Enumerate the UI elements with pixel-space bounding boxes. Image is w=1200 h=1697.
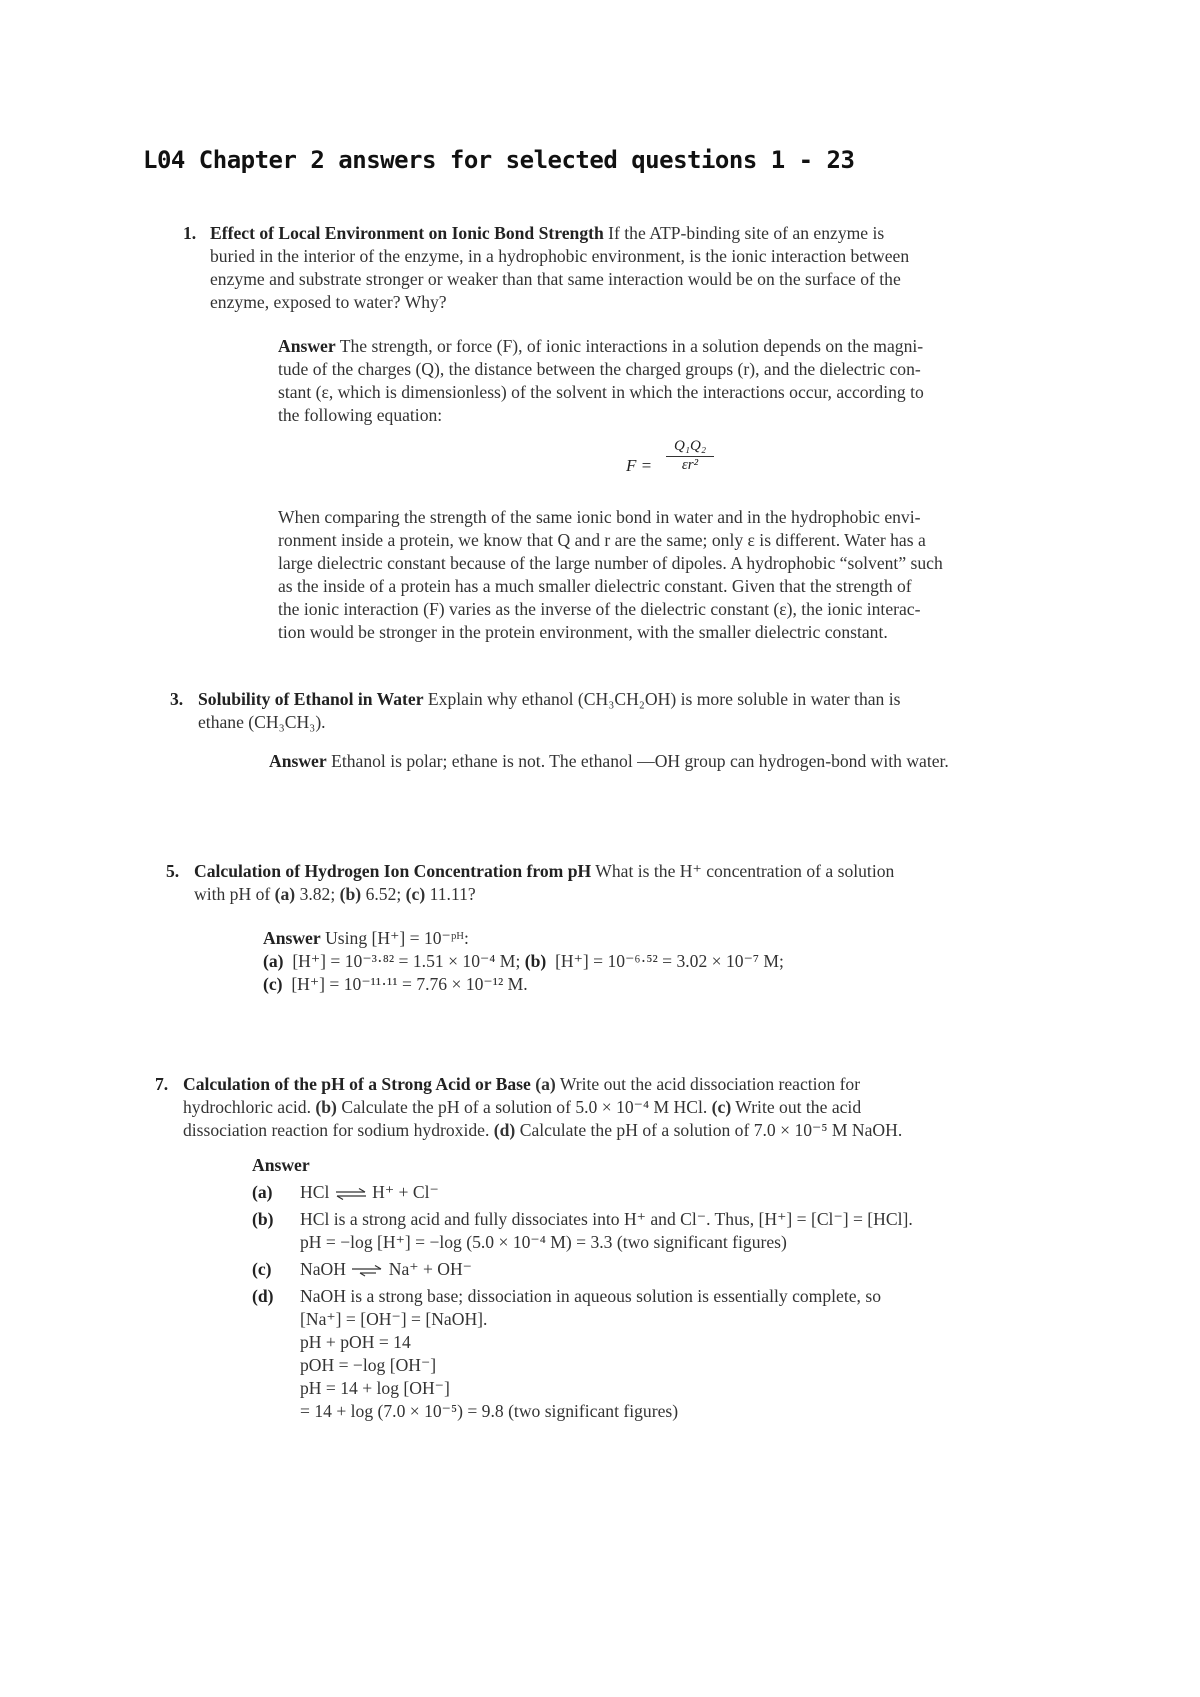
products: H⁺ + Cl⁻	[372, 1182, 439, 1202]
answer-line	[278, 335, 1078, 358]
question-text: dissociation reaction for sodium hydroxide.	[183, 1120, 490, 1140]
answer-text: The strength, or force (F), of ionic interactions in a solution depends on the magni-	[339, 336, 924, 356]
answer-label: Answer	[252, 1155, 310, 1175]
part-label: (a)	[252, 1182, 273, 1202]
answer-label: Answer	[263, 928, 321, 948]
question-text: Explain why ethanol (CH₃CH₂OH) is more soluble in water than is	[427, 689, 901, 709]
part-label: (b)	[339, 884, 362, 904]
answer-text: tion would be stronger in the protein environment, with the smaller dielectric constant.	[278, 622, 888, 642]
question-text: Write out the acid	[735, 1097, 862, 1117]
answer-text: pOH = −log [OH⁻]	[300, 1355, 437, 1375]
answer-text: = 14 + log (7.0 × 10⁻⁵) = 9.8 (two significant figures)	[300, 1401, 679, 1421]
equilibrium-arrow-icon	[350, 1265, 384, 1277]
question-line	[183, 1096, 1083, 1119]
part-label: (a)	[535, 1074, 556, 1094]
equation-fraction	[666, 438, 714, 474]
part-label: (d)	[252, 1286, 274, 1306]
question-text: enzyme and substrate stronger or weaker than that same interaction would be on the surface of the	[210, 269, 901, 289]
answer-line	[263, 973, 1083, 996]
answer-text: pH = −log [H⁺] = −log (5.0 × 10⁻⁴ M) = 3.3 (two significant figures)	[300, 1232, 787, 1252]
answer-text: NaOH is a strong base; dissociation in aqueous solution is essentially complete, so	[300, 1286, 881, 1306]
products: Na⁺ + OH⁻	[388, 1259, 472, 1279]
answer-text: Using [H⁺] = 10⁻ᵖᴴ:	[325, 928, 469, 948]
part-value: 6.52;	[365, 884, 402, 904]
question-text: ethane (CH₃CH₃).	[198, 712, 326, 732]
answer-label: Answer	[269, 751, 327, 771]
answer-text: [H⁺] = 10⁻¹¹·¹¹ = 7.76 × 10⁻¹² M.	[291, 974, 528, 994]
answer-7	[252, 1154, 1092, 1423]
answer-line	[263, 927, 1083, 950]
answer-text: When comparing the strength of the same ionic bond in water and in the hydrophobic envi-	[278, 507, 921, 527]
part-label: (c)	[252, 1259, 272, 1279]
question-7	[155, 1073, 1083, 1142]
question-text: enzyme, exposed to water? Why?	[210, 292, 447, 312]
question-1	[183, 222, 1070, 314]
question-text: What is the H⁺ concentration of a solution	[595, 861, 895, 881]
answer-text: stant (ε, which is dimensionless) of the solvent in which the interactions occur, according to	[278, 382, 924, 402]
question-line	[183, 1119, 1083, 1142]
answer-label: Answer	[278, 336, 336, 356]
question-text: with pH of	[194, 884, 271, 904]
question-text: hydrochloric acid.	[183, 1097, 311, 1117]
answer-line	[263, 950, 1083, 973]
part-label: (c)	[263, 974, 283, 994]
question-heading: Solubility of Ethanol in Water	[198, 689, 424, 709]
answer-part-c	[252, 1258, 1092, 1281]
answer-text: large dielectric constant because of the large number of dipoles. A hydrophobic “solvent” such	[278, 553, 943, 573]
equilibrium-arrow-icon	[334, 1188, 368, 1200]
question-text: buried in the interior of the enzyme, in a hydrophobic environment, is the ionic interaction between	[210, 246, 910, 266]
question-3	[170, 688, 1078, 734]
question-heading: Effect of Local Environment on Ionic Bond Strength	[210, 223, 604, 243]
question-line	[183, 1073, 1083, 1096]
answer-text: HCl is a strong acid and fully dissociates into H⁺ and Cl⁻. Thus, [H⁺] = [Cl⁻] = [HCl].	[300, 1209, 913, 1229]
question-5	[166, 860, 1074, 906]
question-line	[210, 222, 1070, 245]
answer-text: pH + pOH = 14	[300, 1332, 411, 1352]
coulomb-equation	[626, 438, 746, 488]
part-label: (c)	[405, 884, 426, 904]
question-text: Write out the acid dissociation reaction for	[559, 1074, 861, 1094]
answer-text: [H⁺] = 10⁻³·⁸² = 1.51 × 10⁻⁴ M;	[292, 951, 521, 971]
part-value: 11.11?	[429, 884, 476, 904]
answer-text: tude of the charges (Q), the distance between the charged groups (r), and the dielectric con-	[278, 359, 921, 379]
answer-part-a	[252, 1181, 1092, 1204]
answer-text: the following equation:	[278, 405, 443, 425]
answer-text: [H⁺] = 10⁻⁶·⁵² = 3.02 × 10⁻⁷ M;	[555, 951, 784, 971]
answer-1-continued	[278, 506, 1078, 644]
reactant: HCl	[300, 1182, 330, 1202]
page-title: L04 Chapter 2 answers for selected questions 1 - 23	[143, 146, 855, 174]
equation-numerator: Q₁Q₂	[666, 438, 714, 457]
question-line	[194, 860, 1074, 883]
answer-text: [Na⁺] = [OH⁻] = [NaOH].	[300, 1309, 488, 1329]
answer-text: pH = 14 + log [OH⁻]	[300, 1378, 450, 1398]
equation-lhs: F =	[626, 456, 653, 475]
question-text: Calculate the pH of a solution of 5.0 × 10⁻⁴ M HCl.	[341, 1097, 708, 1117]
question-line	[198, 688, 1078, 711]
equation-denominator: εr²	[681, 457, 699, 473]
answer-text: ronment inside a protein, we know that Q and r are the same; only ε is different. Water has a	[278, 530, 926, 550]
answer-label-line	[252, 1154, 1092, 1177]
question-line	[194, 883, 1074, 906]
answer-line	[269, 750, 1089, 773]
question-text: Calculate the pH of a solution of 7.0 × 10⁻⁵ M NaOH.	[519, 1120, 903, 1140]
part-label: (a)	[263, 951, 284, 971]
part-value: 3.82;	[299, 884, 336, 904]
answer-part-b	[252, 1208, 1092, 1231]
answer-1	[278, 335, 1078, 427]
answer-3	[269, 750, 1089, 773]
answer-text: as the inside of a protein has a much smaller dielectric constant. Given that the strength of	[278, 576, 912, 596]
part-label: (b)	[252, 1209, 274, 1229]
question-number: 5.	[166, 861, 180, 881]
part-label: (d)	[493, 1120, 516, 1140]
question-number: 3.	[170, 689, 184, 709]
part-label: (c)	[711, 1097, 732, 1117]
question-number: 7.	[155, 1074, 169, 1094]
question-heading: Calculation of Hydrogen Ion Concentration from pH	[194, 861, 592, 881]
question-heading: Calculation of the pH of a Strong Acid or Base	[183, 1074, 531, 1094]
answer-part-d	[252, 1285, 1092, 1308]
part-label: (a)	[274, 884, 296, 904]
question-number: 1.	[183, 223, 197, 243]
question-text: If the ATP-binding site of an enzyme is	[608, 223, 885, 243]
answer-5	[263, 927, 1083, 996]
answer-text: the ionic interaction (F) varies as the inverse of the dielectric constant (ε), the ionic interac-	[278, 599, 921, 619]
part-label: (b)	[524, 951, 547, 971]
answer-text: Ethanol is polar; ethane is not. The ethanol —OH group can hydrogen-bond with water.	[331, 751, 949, 771]
part-label: (b)	[315, 1097, 337, 1117]
reactant: NaOH	[300, 1259, 346, 1279]
